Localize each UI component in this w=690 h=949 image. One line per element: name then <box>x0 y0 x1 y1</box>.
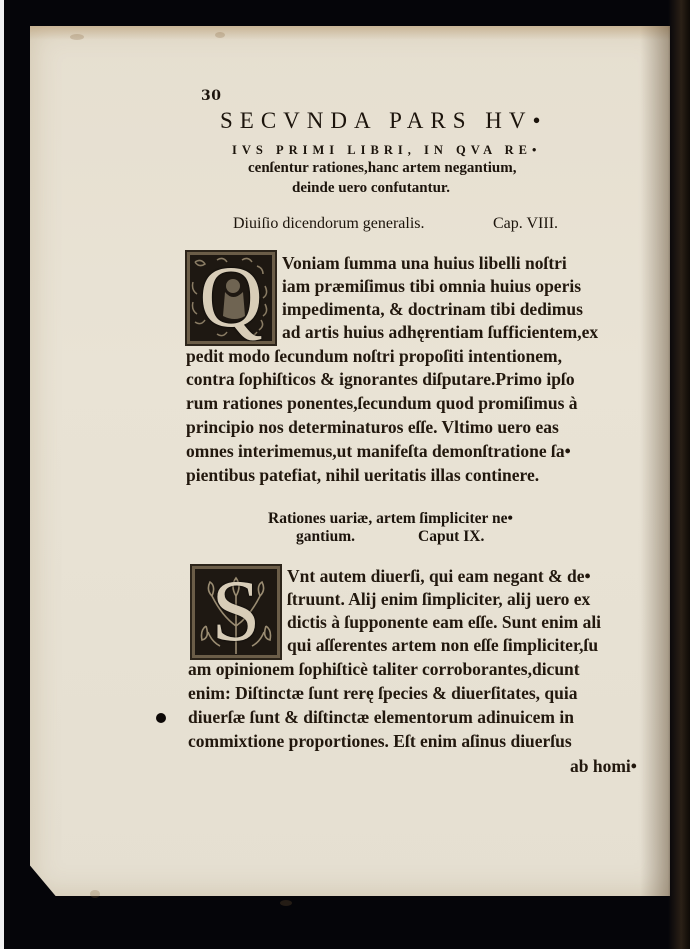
text-line: ad artis huius adhęrentiam ſufficientem,ex <box>282 322 599 342</box>
dropcap-q-icon <box>185 250 277 346</box>
text-line: enim: Diſtinctæ ſunt rerę ſpecies & diuerſitates, quia <box>188 683 578 703</box>
foxing-spot <box>215 32 225 38</box>
catchword: ab homi• <box>570 756 637 776</box>
dropcap-letter: Q <box>199 250 263 346</box>
heading-line-2: IVS PRIMI LIBRI, IN QVA RE• <box>232 143 542 157</box>
text-line: dictis à ſupponente eam eſſe. Sunt enim ali <box>287 612 602 632</box>
dropcap-letter: S <box>211 564 261 660</box>
text-line: qui aſſerentes artem non eſſe ſimpliciter,ſu <box>287 635 599 655</box>
text-line: omnes interimemus,ut manifeſta demonſtratione ſa• <box>186 441 571 461</box>
foxing-spot <box>90 890 100 898</box>
chapter-8-title: Diuiſio dicendorum generalis. <box>233 215 425 232</box>
dropcap-s-icon <box>190 564 282 660</box>
text-line: commixtione proportiones. Eſt enim aſinus diuerſus <box>188 731 572 751</box>
foxing-spot <box>280 900 292 906</box>
text-line: impedimenta, & doctrinam tibi dedimus <box>282 299 583 319</box>
text-line: pedit modo ſecundum noſtri propoſiti intentionem, <box>186 346 562 366</box>
chapter-9-title-line-1: Rationes uariæ, artem ſimpliciter ne• <box>268 510 513 527</box>
heading-line-4: deinde uero confutantur. <box>292 180 450 196</box>
text-line: pientibus patefiat, nihil ueritatis illas continere. <box>186 465 540 485</box>
text-line: Vnt autem diuerſi, qui eam negant & de• <box>287 566 591 586</box>
text-line: iam præmiſimus tibi omnia huius operis <box>282 276 582 296</box>
text-line: Voniam ſumma una huius libelli noſtri <box>282 253 567 273</box>
text-line: rum rationes ponentes,ſecundum quod promiſimus à <box>186 393 578 413</box>
text-line: am opinionem ſophiſticè taliter corroborantes,dicunt <box>188 659 580 679</box>
text-line: ſtruunt. Alij enim ſimpliciter, alij uero ex <box>287 589 591 609</box>
heading-line-3: cenſentur rationes,hanc artem negantium, <box>248 160 517 176</box>
heading-line-1: SECVNDA PARS HV• <box>220 108 548 133</box>
text-line: principio nos determinaturos eſſe. Vltimo uero eas <box>186 417 559 437</box>
chapter-8-number: Cap. VIII. <box>493 215 559 232</box>
text-line: diuerſæ ſunt & diſtinctæ elementorum adinuicem in <box>188 707 574 727</box>
margin-bullet-icon <box>156 713 166 723</box>
chapter-9-number: Caput IX. <box>418 528 485 545</box>
foxing-spot <box>70 34 84 40</box>
chapter-9-title-line-2: gantium. <box>296 528 355 545</box>
text-line: contra ſophiſticos & ignorantes diſputare.Primo ipſo <box>186 369 575 389</box>
page-number: 30 <box>201 88 222 104</box>
